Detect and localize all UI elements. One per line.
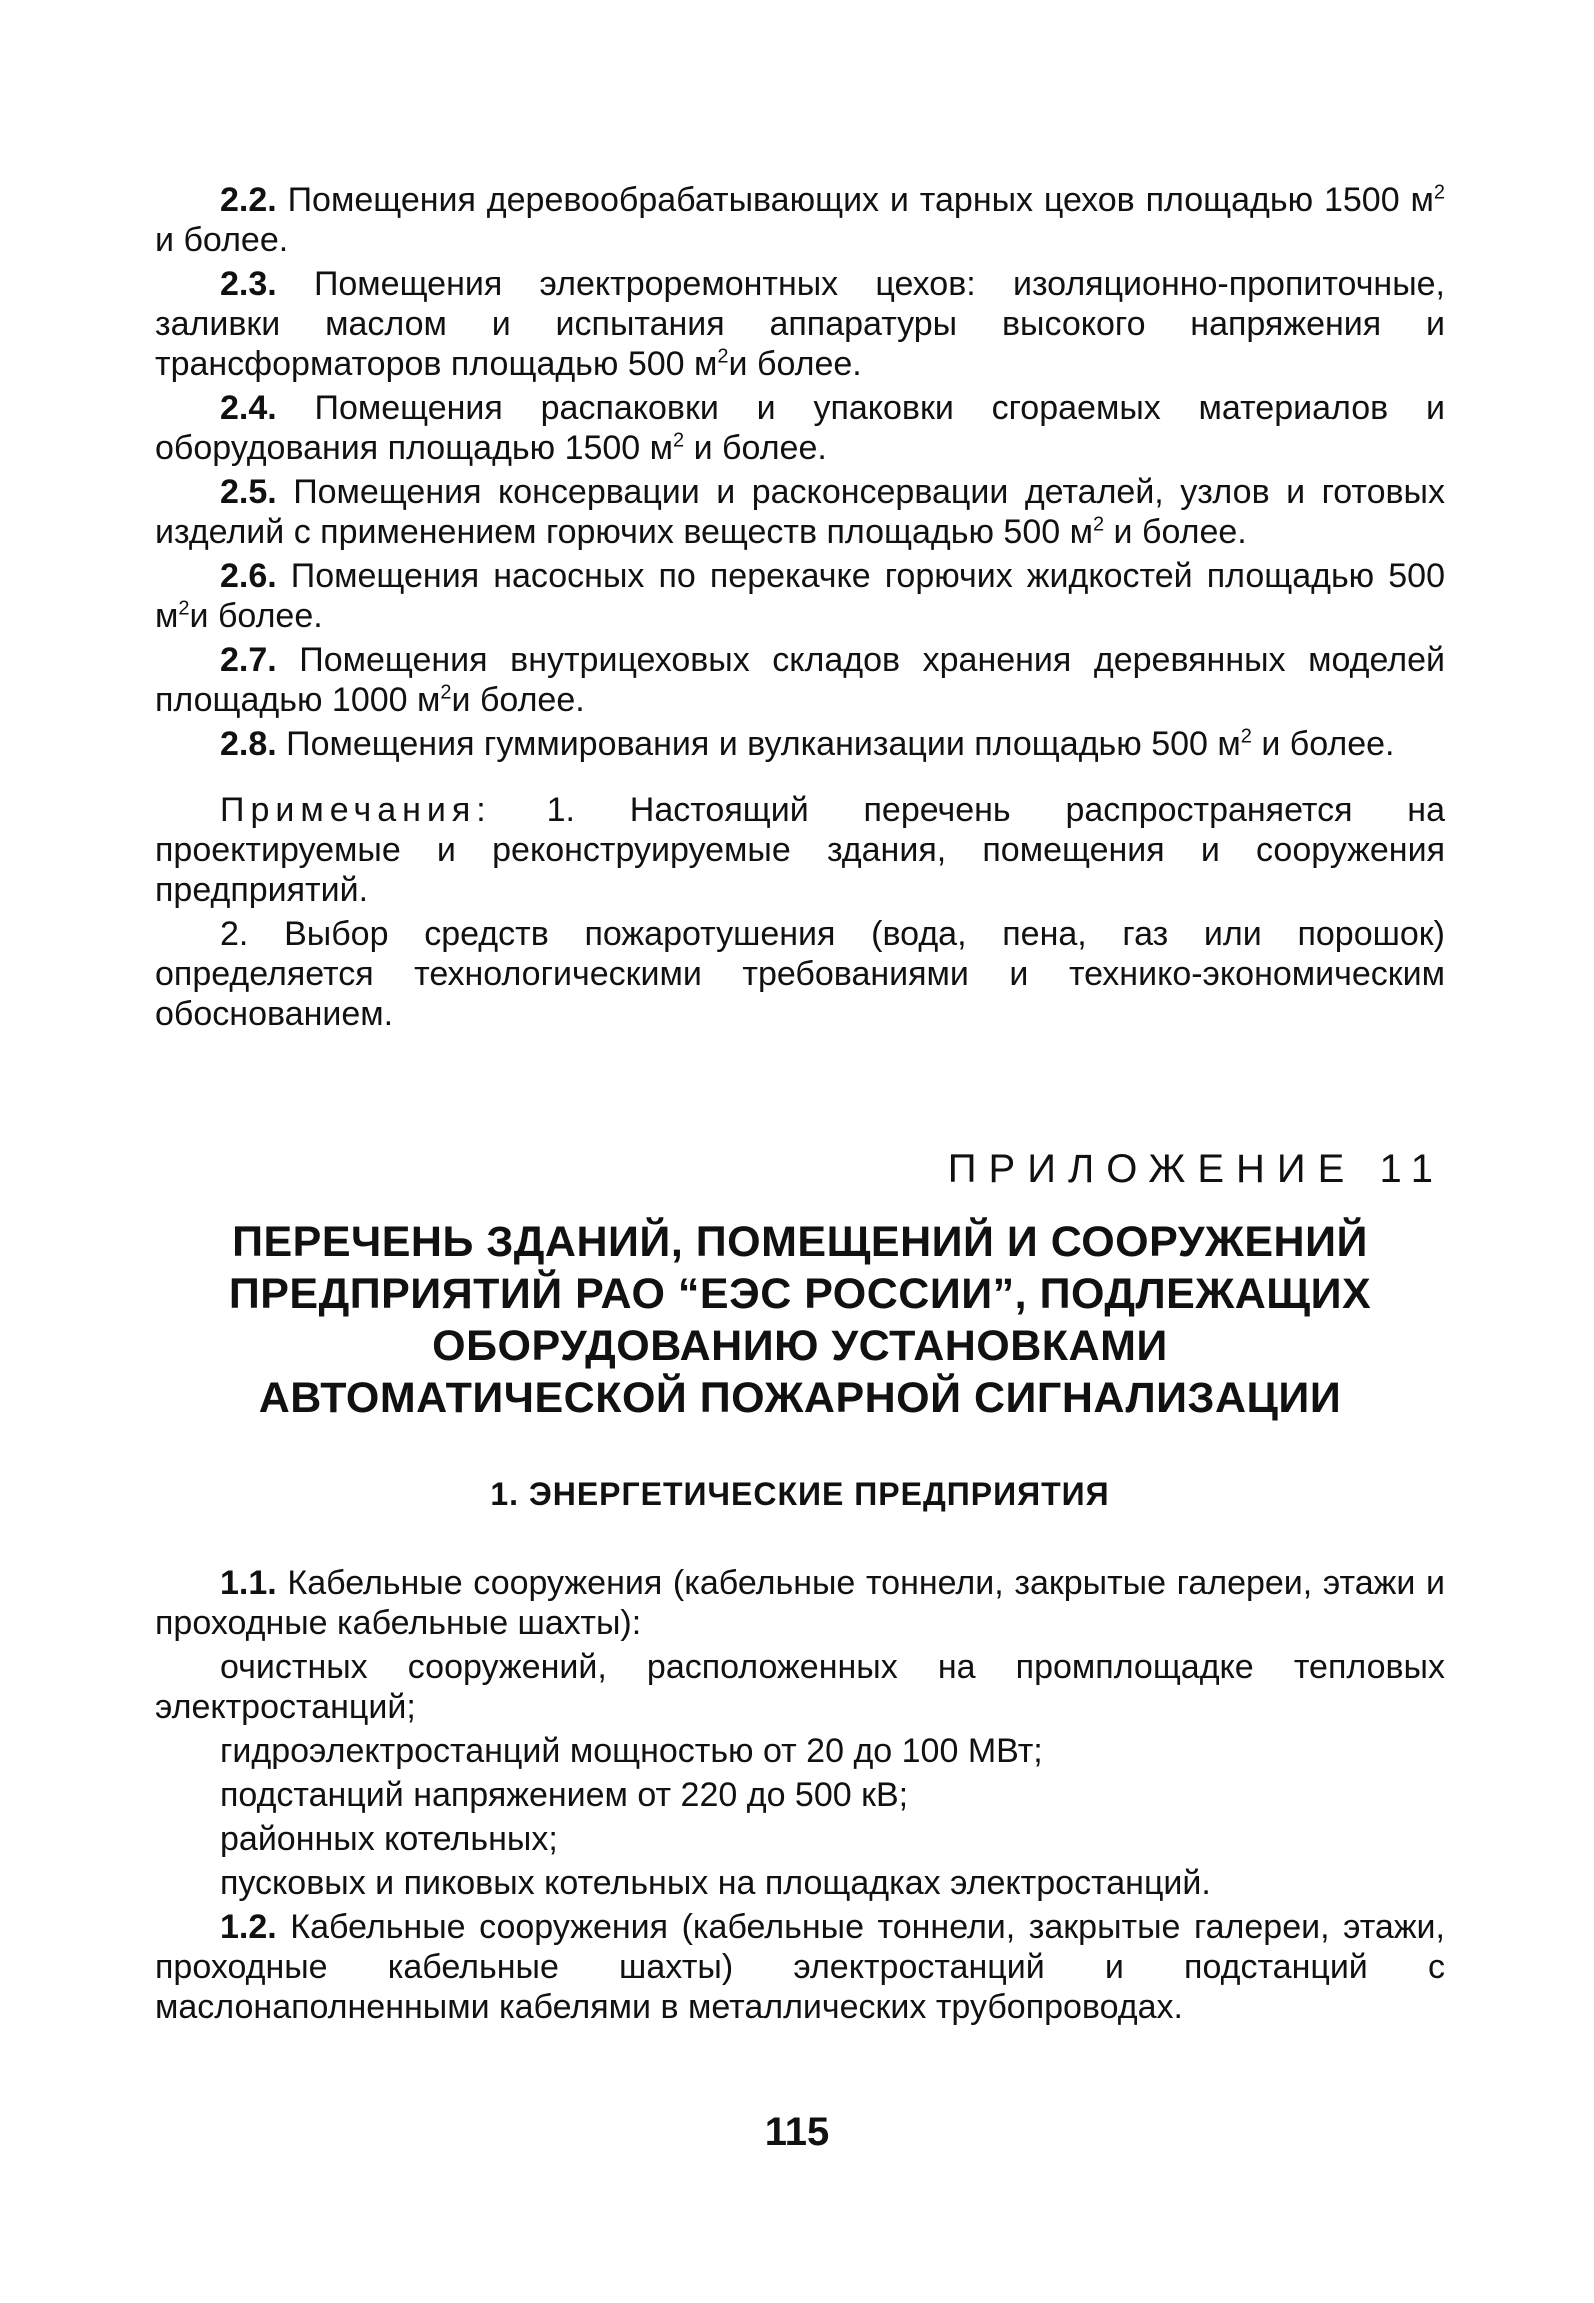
paragraph-text: Кабельные сооружения (кабельные тоннели, закрытые галереи, этажи и проходные кабельные шахты): — [155, 1564, 1445, 1642]
sub-item: пусковых и пиковых котельных на площадках электростанций. — [220, 1864, 1211, 1902]
paragraph-tail: и более. — [1251, 725, 1395, 763]
superscript: 2 — [178, 597, 190, 620]
appendix-title — [155, 1216, 1445, 1424]
item-number: 2.3. — [220, 265, 277, 303]
sub-item: очистных сооружений, расположенных на промплощадке тепловых электростанций; — [155, 1648, 1445, 1726]
paragraph-tail: и более. — [1104, 513, 1247, 551]
paragraph-1-1 — [155, 1563, 1445, 1643]
note-1-text: 1. Настоящий перечень распространяется на проектируемые и реконструируемые здания, помещения и сооружения предприятий. — [155, 791, 1445, 909]
paragraph-2-4 — [155, 388, 1445, 468]
paragraph-2-8 — [155, 724, 1445, 764]
appendix-title-line: ПРЕДПРИЯТИЙ РАО “ЕЭС РОССИИ”, ПОДЛЕЖАЩИХ — [228, 1270, 1372, 1318]
appendix-title-line: ПЕРЕЧЕНЬ ЗДАНИЙ, ПОМЕЩЕНИЙ И СООРУЖЕНИЙ — [232, 1218, 1368, 1266]
paragraph-tail: и более. — [155, 221, 289, 259]
paragraph-text: Помещения насосных по перекачке горючих жидкостей площадью 500 м — [155, 557, 1445, 635]
item-number: 2.8. — [220, 725, 277, 763]
paragraph-tail: и более. — [728, 345, 862, 383]
paragraph-2-7 — [155, 640, 1445, 720]
appendix-label: ПРИЛОЖЕНИЕ 11 — [947, 1147, 1445, 1191]
item-number: 2.5. — [220, 473, 277, 511]
item-number: 2.6. — [220, 557, 277, 595]
item-number: 1.1. — [220, 1564, 277, 1602]
paragraph-2-6 — [155, 556, 1445, 636]
appendix-title-line: ОБОРУДОВАНИЮ УСТАНОВКАМИ — [432, 1322, 1168, 1370]
item-number: 2.7. — [220, 641, 277, 679]
paragraph-text: Помещения внутрицеховых складов хранения деревянных моделей площадью 1000 м — [155, 641, 1445, 719]
paragraph-text: Кабельные сооружения (кабельные тоннели, закрытые галереи, этажи, проходные кабельные шахты) электростанций и подстанций с маслонаполненными кабелями в металлических трубопроводах. — [155, 1908, 1445, 2026]
paragraph-text: Помещения гуммирования и вулканизации площадью 500 м — [276, 725, 1241, 763]
paragraph-2-2 — [155, 180, 1445, 260]
note-2: 2. Выбор средств пожаротушения (вода, пена, газ или порошок) определяется технологическими требованиями и технико-экономическим обоснованием. — [155, 915, 1445, 1033]
sub-item: подстанций напряжением от 220 до 500 кВ; — [220, 1776, 909, 1814]
notes-label: Примечания: — [220, 791, 492, 829]
item-number: 2.2. — [220, 181, 277, 219]
paragraph-text: Помещения распаковки и упаковки сгораемых материалов и оборудования площадью 1500 м — [155, 389, 1445, 467]
note-1 — [155, 790, 1445, 910]
superscript: 2 — [1092, 513, 1105, 536]
sub-item: гидроэлектростанций мощностью от 20 до 100 МВт; — [220, 1732, 1043, 1770]
paragraph-text: Помещения консервации и расконсервации деталей, узлов и готовых изделий с применением горючих веществ площадью 500 м — [155, 473, 1445, 551]
paragraph-tail: и более. — [451, 681, 585, 719]
superscript: 2 — [1433, 181, 1445, 204]
superscript: 2 — [673, 429, 685, 452]
paragraph-1-2 — [155, 1907, 1445, 2027]
item-number: 1.2. — [220, 1908, 277, 1946]
paragraph-tail: и более. — [684, 429, 827, 467]
page-number: 115 — [764, 2110, 830, 2154]
paragraph-tail: и более. — [189, 597, 323, 635]
sub-item: районных котельных; — [220, 1820, 558, 1858]
item-number: 2.4. — [220, 389, 277, 427]
section-title: 1. ЭНЕРГЕТИЧЕСКИЕ ПРЕДПРИЯТИЯ — [490, 1476, 1110, 1512]
superscript: 2 — [1240, 725, 1252, 748]
page-content — [155, 180, 1445, 2031]
paragraph-text: Помещения деревообрабатывающих и тарных цехов площадью 1500 м — [276, 181, 1434, 219]
superscript: 2 — [717, 345, 729, 368]
paragraph-text: Помещения электроремонтных цехов: изоляционно-пропиточные, заливки маслом и испытания аппаратуры высокого напряжения и трансформаторов площадью 500 м — [155, 265, 1445, 383]
superscript: 2 — [440, 681, 452, 704]
appendix-title-line: АВТОМАТИЧЕСКОЙ ПОЖАРНОЙ СИГНАЛИЗАЦИИ — [258, 1374, 1342, 1422]
paragraph-2-3 — [155, 264, 1445, 384]
paragraph-2-5 — [155, 472, 1445, 552]
